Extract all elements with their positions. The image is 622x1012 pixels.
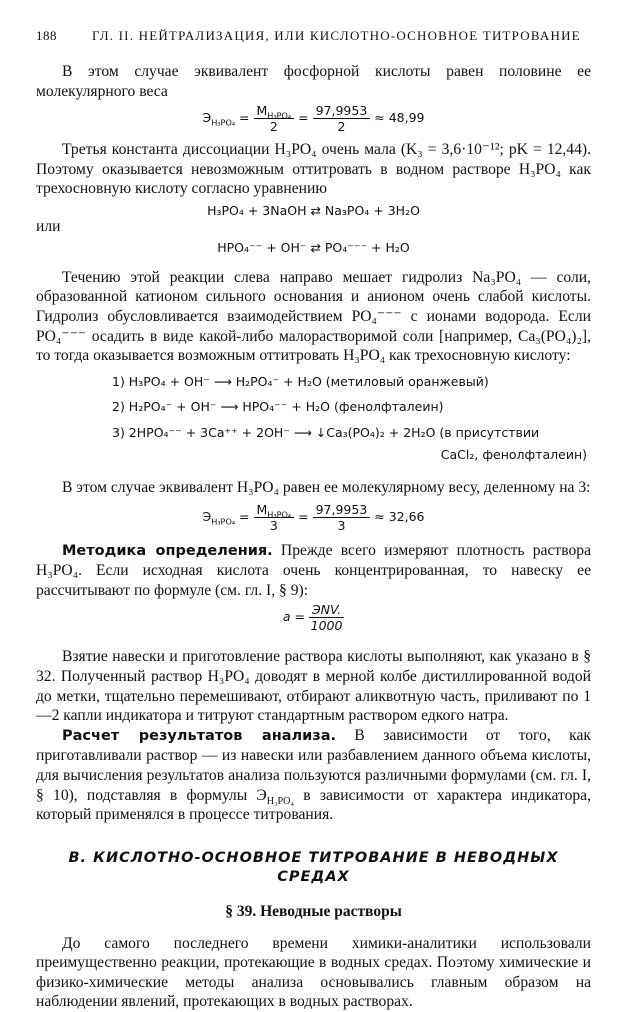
- reaction-equation: HPO₄⁻⁻ + OH⁻ ⇄ PO₄⁻⁻⁻ + H₂O: [217, 240, 410, 256]
- list-item: 3) 2HPO₄⁻⁻ + 3Ca⁺⁺ + 2OH⁻ ⟶ ↓Ca₃(PO₄)₂ + 2H₂O (в присутствии: [112, 424, 540, 440]
- page-body: [36, 62, 591, 1012]
- reaction-equation: H₃PO₄ + 3NaOH ⇄ Na₃PO₄ + 3H₂O: [207, 202, 420, 218]
- reaction-list: [112, 372, 591, 464]
- sample-formula: a = ЭNV. 1000: [282, 602, 343, 634]
- paragraph: Течению этой реакции слева направо мешает гидролиз Na₃PO₄ — соли, образованной катионом сильного основания и анионом очень слабой кислоты. Гидролиз обусловливается взаимодействием PO₄⁻⁻⁻ с ионами водорода. Если PO₄⁻⁻⁻ осадить в виде какой-либо малорастворимой соли [например, Ca₃(PO₄)₂], то тогда оказывается возможным оттитровать H₃PO₄ как трехосновную кислоту:: [36, 268, 591, 365]
- running-title: ГЛ. II. НЕЙТРАЛИЗАЦИЯ, ИЛИ КИСЛОТНО-ОСНОВНОЕ ТИТРОВАНИЕ: [92, 28, 581, 43]
- page-number: 188: [36, 28, 57, 43]
- paragraph: Расчет результатов анализа. В зависимости от того, как приготавливали раствор — из навески или разбавлением данного объема кислоты, для вычисления результатов анализа пользуются различными формулами (см. гл. I, § 10), подставляя в формулы $Э_{H_3PO_4}$ в зависимости от характера индикатора, который применялся в процессе титрования.: [36, 726, 591, 824]
- word-or: или: [36, 217, 61, 235]
- equivalent-formula-1: $Э_{H_3PO_4}$ = $\frac{M_{H_3PO_4}}{2}$ = $\frac{97,9953}{2}$ ≈ 48,99: [202, 103, 425, 135]
- paragraph: В этом случае эквивалент H₃PO₄ равен ее молекулярному весу, деленному на 3:: [62, 479, 591, 497]
- list-item: 1) H₃PO₄ + OH⁻ ⟶ H₂PO₄⁻ + H₂O (метиловый оранжевый): [112, 373, 489, 389]
- equivalent-formula-2: $Э_{H_3PO_4}$ = $\frac{M_{H_3PO_4}}{3}$ = $\frac{97,9953}{3}$ ≈ 32,66: [202, 501, 425, 533]
- run-in-heading: Методика определения.: [62, 542, 273, 559]
- run-in-heading: Расчет результатов анализа.: [62, 727, 337, 744]
- paragraph: Методика определения. Прежде всего измеряют плотность раствора H₃PO₄. Если исходная кислота очень концентрированная, то навеску ее рассчитывают по формуле (см. гл. I, § 9):: [36, 541, 591, 599]
- section-heading: В. КИСЛОТНО-ОСНОВНОЕ ТИТРОВАНИЕ В НЕВОДНЫХ СРЕДАХ: [68, 849, 559, 886]
- list-item-continuation: CaCl₂, фенолфталеин): [440, 446, 587, 462]
- subsection-heading: § 39. Неводные растворы: [225, 903, 402, 920]
- paragraph: Третья константа диссоциации H₃PO₄ очень мала (K₃ = 3,6·10⁻¹²; pK = 12,44). Поэтому оказывается невозможным оттитровать в водном растворе H₃PO₄ как трехосновную кислоту согласно уравнению: [36, 141, 591, 198]
- paragraph: До самого последнего времени химики-аналитики использовали преимущественно реакции, протекающие в водных средах. Поэтому химические и физико-химические методы анализа основывались главным образом на наблюдении явлений, протекающих в водных растворах.: [36, 934, 591, 1011]
- list-item: 2) H₂PO₄⁻ + OH⁻ ⟶ HPO₄⁻⁻ + H₂O (фенолфталеин): [112, 399, 444, 415]
- paragraph: Взятие навески и приготовление раствора кислоты выполняют, как указано в § 32. Полученный раствор H₃PO₄ доводят в мерной колбе дистиллированной водой до метки, тщательно перемешивают, отбирают аликвотную часть, приливают по 1—2 капли индикатора и титруют стандартным раствором едкого натра.: [36, 648, 591, 725]
- paragraph: В этом случае эквивалент фосфорной кислоты равен половине ее молекулярного веса: [36, 63, 591, 100]
